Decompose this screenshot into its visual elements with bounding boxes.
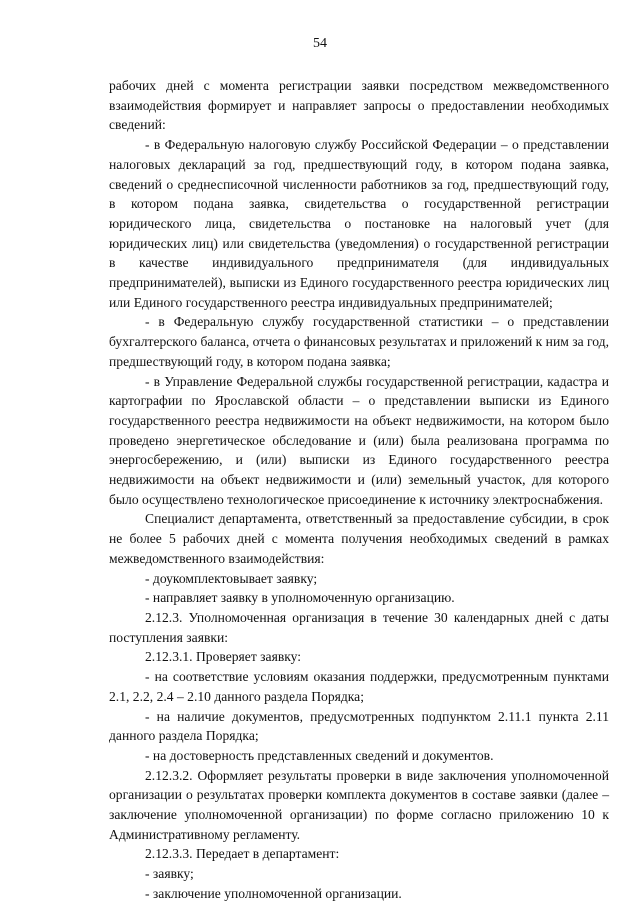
paragraph-2-12-3-2: 2.12.3.2. Оформляет результаты проверки в виде заключения уполномоченной организации о результатах проверки комплекта документов в составе заявки (далее – заключение уполномоченной организации) по форме согласно приложению 10 к Административному регламенту. [109, 767, 609, 842]
paragraph-2-12-3-1: 2.12.3.1. Проверяет заявку: [145, 649, 302, 665]
list-item-conditions-check: - на соответствие условиям оказания поддержки, предусмотренным пунктами 2.1, 2.2, 2.4 – 2.10 данного раздела Порядка; [109, 669, 609, 704]
paragraph-2-12-3: 2.12.3. Уполномоченная организация в течение 30 календарных дней с даты поступления заявки: [109, 609, 609, 645]
list-item-send-application: - направляет заявку в уполномоченную организацию. [145, 590, 455, 606]
list-item-documents-check: - на наличие документов, предусмотренных подпунктом 2.11.1 пункта 2.11 данного раздела Порядка; [109, 708, 609, 744]
list-item-validity-check: - на достоверность представленных сведений и документов. [145, 747, 494, 763]
paragraph-specialist: Специалист департамента, ответственный за предоставление субсидии, в срок не более 5 рабочих дней с момента получения необходимых сведений в рамках межведомственного взаимодействия: [109, 511, 609, 566]
paragraph-registry-service: - в Управление Федеральной службы государственной регистрации, кадастра и картографии по Ярославской области – о представлении выписки из Единого государственного реестра недвижимости на объект недвижимости, на котором было проведено энергетическое обследование и (или) была реализована программа по энергосбережению, и (или) выписки из Единого государственного реестра недвижимости на объект недвижимости и (или) земельный участок, для которого было осуществлено технологическое присоединение к источнику электроснабжения. [109, 373, 609, 507]
paragraph-statistics-service: - в Федеральную службу государственной статистики – о представлении бухгалтерского баланса, отчета о финансовых результатах и приложений к ним за год, предшествующий году, в котором подана заявка; [109, 314, 609, 369]
paragraph-2-12-3-3: 2.12.3.3. Передает в департамент: [145, 846, 340, 862]
body-text [109, 76, 609, 904]
paragraph-tax-service: - в Федеральную налоговую службу Российской Федерации – о представлении налоговых деклараций за год, предшествующий году, в котором подана заявка, сведений о среднесписочной численности работников за год, предшествующий году, в котором подана заявка, свидетельства о государственной регистрации юридического лица, свидетельства о постановке на налоговый учет (для юридических лиц) или свидетельства (уведомления) о государственной регистрации в качестве индивидуального предпринимателя (для индивидуальных предпринимателей), выписки из Единого государственного реестра юридических лиц или Единого государственного реестра индивидуальных предпринимателей; [109, 137, 609, 310]
list-item-application: - заявку; [145, 866, 194, 882]
list-item-complete-application: - доукомплектовывает заявку; [145, 570, 318, 586]
list-item-conclusion: - заключение уполномоченной организации. [145, 885, 402, 901]
paragraph-intro: рабочих дней с момента регистрации заявки посредством межведомственного взаимодействия формирует и направляет запросы о предоставлении необходимых сведений: [109, 78, 609, 133]
page-number: 54 [313, 36, 327, 51]
